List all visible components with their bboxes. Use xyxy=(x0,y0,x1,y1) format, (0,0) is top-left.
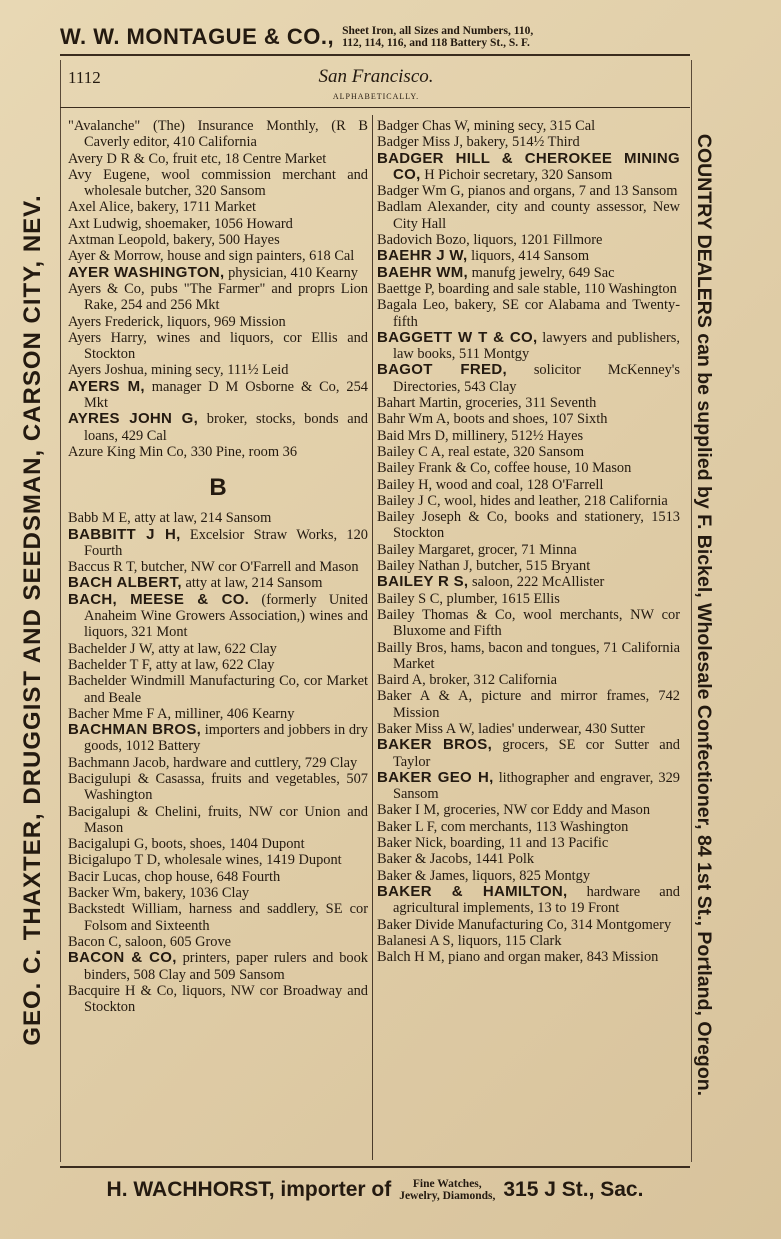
directory-entry xyxy=(377,199,680,232)
directory-entry xyxy=(377,151,680,184)
directory-entry xyxy=(68,248,368,264)
directory-entry xyxy=(68,836,368,852)
header-rule xyxy=(60,107,690,108)
directory-entry xyxy=(377,672,680,688)
entry-name: BABBITT J H, xyxy=(68,525,181,543)
entry-text: Bailly Bros, hams, bacon and tongues, 71 California Market xyxy=(377,639,680,672)
directory-entry xyxy=(377,819,680,835)
entry-text: Ayers Joshua, mining secy, 111½ Leid xyxy=(68,362,289,379)
entry-name: AYERS M, xyxy=(68,377,145,395)
top-advertisement xyxy=(60,20,690,56)
bottom-ad-mid2: Jewelry, Diamonds, xyxy=(399,1190,496,1202)
entry-text: Bachelder T F, atty at law, 622 Clay xyxy=(68,656,275,673)
entry-text: importers and jobbers in dry goods, 1012 Battery xyxy=(84,722,369,755)
directory-entry xyxy=(377,949,680,965)
top-ad-company: W. W. MONTAGUE & CO., xyxy=(60,24,335,49)
entry-text: Ayer & Morrow, house and sign painters, 618 Cal xyxy=(68,248,355,265)
entry-text: (formerly United Anaheim Wine Growers Association,) wines and liquors, 321 Mont xyxy=(84,591,368,641)
directory-entry xyxy=(377,607,680,640)
directory-entry xyxy=(377,737,680,770)
entry-name: BADGER HILL & CHEROKEE MINING CO, xyxy=(377,149,680,183)
entry-name: AYRES JOHN G, xyxy=(68,410,199,428)
entry-name: BAGGETT W T & CO, xyxy=(377,328,538,346)
entry-text: Badger Wm G, pianos and organs, 7 and 13 Sansom xyxy=(377,183,678,200)
entry-text: Bachelder J W, atty at law, 622 Clay xyxy=(68,640,277,657)
entry-name: BACON & CO, xyxy=(68,949,177,967)
directory-entry xyxy=(68,444,368,460)
entry-text: Bicigalupo T D, wholesale wines, 1419 Dupont xyxy=(68,852,342,869)
directory-entry xyxy=(68,411,368,444)
entry-text: Babb M E, atty at law, 214 Sansom xyxy=(68,510,272,527)
entry-text: Baker I M, groceries, NW cor Eddy and Mason xyxy=(377,802,651,819)
entry-text: Bailey Nathan J, butcher, 515 Bryant xyxy=(377,558,591,575)
entry-text: Bailey Frank & Co, coffee house, 10 Mason xyxy=(377,460,632,477)
directory-entry xyxy=(377,917,680,933)
directory-entry xyxy=(377,835,680,851)
directory-entry xyxy=(68,657,368,673)
entry-text: Axt Ludwig, shoemaker, 1056 Howard xyxy=(68,215,293,232)
entry-text: Backstedt William, harness and saddlery, SE cor Folsom and Sixteenth xyxy=(68,901,368,934)
section-letter: B xyxy=(209,474,227,502)
entry-text: Badger Miss J, bakery, 514½ Third xyxy=(377,134,580,151)
entry-text: Bacigalupi G, boots, shoes, 1404 Dupont xyxy=(68,836,305,853)
directory-entry xyxy=(377,281,680,297)
directory-entry xyxy=(68,510,368,526)
entry-text: Baker A & A, picture and mirror frames, 742 Mission xyxy=(377,688,680,721)
left-column-b-entries xyxy=(68,510,368,1015)
directory-entry xyxy=(377,362,680,395)
directory-entry xyxy=(377,183,680,199)
directory-entry xyxy=(68,199,368,215)
directory-entry xyxy=(68,527,368,560)
page-number: 1112 xyxy=(68,68,101,87)
directory-entry xyxy=(68,901,368,934)
entry-text: Bacher Mme F A, milliner, 406 Kearny xyxy=(68,705,295,722)
entry-text: saloon, 222 McAllister xyxy=(471,574,605,591)
entry-text: Azure King Min Co, 330 Pine, room 36 xyxy=(68,443,298,460)
entry-text: Ayers Harry, wines and liquors, cor Ellis and Stockton xyxy=(68,329,368,363)
directory-entry xyxy=(68,559,368,575)
directory-entry xyxy=(68,118,368,151)
entry-text: Bacigulupi & Casassa, fruits and vegetables, 507 Washington xyxy=(68,770,368,804)
directory-entry xyxy=(377,721,680,737)
directory-entry xyxy=(377,330,680,363)
directory-entry xyxy=(377,802,680,818)
directory-entry xyxy=(377,509,680,542)
entry-name: BAKER & HAMILTON, xyxy=(377,882,568,900)
directory-entry xyxy=(377,542,680,558)
page-title: San Francisco. xyxy=(318,66,434,87)
entry-text: Bailey H, wood and coal, 128 O'Farrell xyxy=(377,476,604,493)
directory-entry xyxy=(68,167,368,200)
directory-entry xyxy=(377,411,680,427)
top-ad-line1: Sheet Iron, all Sizes and Numbers, 110, xyxy=(342,25,534,37)
bottom-ad-right: 315 J St., Sac. xyxy=(503,1178,644,1201)
entry-text: atty at law, 214 Sansom xyxy=(185,575,323,592)
entry-text: broker, stocks, bonds and loans, 429 Cal xyxy=(84,411,368,444)
entry-text: Ayers Frederick, liquors, 969 Mission xyxy=(68,313,286,330)
entry-text: Bahr Wm A, boots and shoes, 107 Sixth xyxy=(377,411,608,428)
entry-text: Badlam Alexander, city and county assessor, New City Hall xyxy=(377,199,680,232)
directory-entry xyxy=(377,574,680,590)
directory-entry xyxy=(68,216,368,232)
directory-entry xyxy=(68,673,368,706)
directory-entry xyxy=(68,950,368,983)
bottom-advertisement xyxy=(60,1166,690,1212)
directory-entry xyxy=(377,265,680,281)
entry-text: manufg jewelry, 649 Sac xyxy=(471,264,615,281)
directory-entry xyxy=(68,314,368,330)
directory-entry xyxy=(377,248,680,264)
directory-entry xyxy=(377,477,680,493)
top-ad-details xyxy=(342,25,533,49)
entry-text: Bagala Leo, bakery, SE cor Alabama and Twenty-fifth xyxy=(377,297,680,330)
directory-entry xyxy=(68,592,368,641)
entry-text: Excelsior Straw Works, 120 Fourth xyxy=(84,526,368,559)
directory-entry xyxy=(68,575,368,591)
entry-text: Bailey Margaret, grocer, 71 Minna xyxy=(377,541,577,558)
entry-text: H Pichoir secretary, 320 Sansom xyxy=(424,166,613,183)
entry-text: Baker L F, com merchants, 113 Washington xyxy=(377,818,629,835)
directory-entry xyxy=(68,151,368,167)
column-divider xyxy=(372,115,373,1160)
entry-text: Bacir Lucas, chop house, 648 Fourth xyxy=(68,868,281,885)
entry-text: Bacon C, saloon, 605 Grove xyxy=(68,933,232,950)
right-margin-advertisement: COUNTRY DEALERS can be supplied by F. Bickel, Wholesale Confectioner, 84 1st St., Portland, Oregon. xyxy=(693,133,716,1097)
entry-name: BAGOT FRED, xyxy=(377,361,507,379)
entry-text: Balanesi A S, liquors, 115 Clark xyxy=(377,932,562,949)
directory-entry xyxy=(68,641,368,657)
directory-entry xyxy=(377,493,680,509)
entry-text: liquors, 414 Sansom xyxy=(471,248,590,265)
directory-entry xyxy=(68,706,368,722)
entry-text: Axel Alice, bakery, 1711 Market xyxy=(68,199,256,216)
entry-text: Axtman Leopold, bakery, 500 Hayes xyxy=(68,232,280,249)
directory-entry xyxy=(377,232,680,248)
directory-entry xyxy=(377,558,680,574)
entry-name: BAEHR J W, xyxy=(377,247,468,265)
directory-entry xyxy=(377,395,680,411)
directory-entry xyxy=(68,722,368,755)
entry-text: hardware and agricultural implements, 13 to 19 Front xyxy=(393,883,680,917)
entry-name: AYER WASHINGTON, xyxy=(68,263,225,281)
directory-entry xyxy=(377,428,680,444)
directory-entry xyxy=(68,983,368,1016)
directory-entry xyxy=(68,852,368,868)
entry-text: Bachmann Jacob, hardware and cuttlery, 729 Clay xyxy=(68,754,358,771)
entry-text: Bailey S C, plumber, 1615 Ellis xyxy=(377,590,560,607)
directory-entry xyxy=(377,297,680,330)
directory-entry xyxy=(377,591,680,607)
entry-text: lithographer and engraver, 329 Sansom xyxy=(393,769,680,803)
entry-text: Bailey J C, wool, hides and leather, 218 California xyxy=(377,492,668,509)
entry-text: manager D M Osborne & Co, 254 Mkt xyxy=(84,378,368,412)
directory-entry xyxy=(68,265,368,281)
entry-text: Balch H M, piano and organ maker, 843 Mission xyxy=(377,949,659,966)
entry-text: "Avalanche" (The) Insurance Monthly, (R B Caverly editor, 410 California xyxy=(68,118,368,151)
directory-entry xyxy=(377,118,680,134)
entry-text: Baker Divide Manufacturing Co, 314 Montgomery xyxy=(377,916,672,933)
entry-text: physician, 410 Kearny xyxy=(228,264,358,281)
directory-entry xyxy=(377,460,680,476)
entry-text: Bahart Martin, groceries, 311 Seventh xyxy=(377,395,597,412)
entry-name: BAEHR WM, xyxy=(377,263,469,281)
directory-entry xyxy=(68,804,368,837)
entry-text: Badger Chas W, mining secy, 315 Cal xyxy=(377,118,596,134)
entry-text: grocers, SE cor Sutter and Taylor xyxy=(393,737,680,770)
entry-text: printers, paper rulers and book binders, 508 Clay and 509 Sansom xyxy=(84,950,368,983)
left-column-a-entries xyxy=(68,118,368,460)
entry-text: Baker & James, liquors, 825 Montgy xyxy=(377,867,591,884)
directory-entry xyxy=(377,868,680,884)
entry-text: Avy Eugene, wool commission merchant and wholesale butcher, 320 Sansom xyxy=(68,166,368,200)
entry-text: Bachelder Windmill Manufacturing Co, cor Market and Beale xyxy=(68,673,368,706)
directory-entry xyxy=(68,281,368,314)
page-header xyxy=(68,66,684,108)
directory-entry xyxy=(68,379,368,412)
left-margin-advertisement: GEO. C. THAXTER, DRUGGIST AND SEEDSMAN, CARSON CITY, NEV. xyxy=(19,194,46,1046)
directory-entry xyxy=(377,688,680,721)
entry-text: Avery D R & Co, fruit etc, 18 Centre Market xyxy=(68,150,327,167)
directory-entry xyxy=(68,771,368,804)
entry-text: Baccus R T, butcher, NW cor O'Farrell and Mason xyxy=(68,559,359,576)
directory-entry xyxy=(377,770,680,803)
entry-name: BAILEY R S, xyxy=(377,573,469,591)
entry-text: Baker & Jacobs, 1441 Polk xyxy=(377,851,535,868)
directory-entry xyxy=(68,885,368,901)
entry-text: Bacquire H & Co, liquors, NW cor Broadway and Stockton xyxy=(68,982,368,1016)
entry-text: Bailey Thomas & Co, wool merchants, NW cor Bluxome and Fifth xyxy=(377,606,680,640)
directory-entry xyxy=(68,934,368,950)
entry-text: lawyers and publishers, law books, 511 Montgy xyxy=(393,329,680,363)
entry-text: Ayers & Co, pubs "The Farmer" and proprs Lion Rake, 254 and 256 Mkt xyxy=(68,280,368,314)
entry-text: Baird A, broker, 312 California xyxy=(377,672,558,689)
top-ad-line2: 112, 114, 116, and 118 Battery St., S. F. xyxy=(342,37,530,49)
entry-text: Baettge P, boarding and sale stable, 110 Washington xyxy=(377,280,677,297)
directory-entry xyxy=(68,330,368,363)
bottom-ad-middle xyxy=(399,1178,495,1202)
left-column xyxy=(68,118,368,1015)
bottom-ad-mid1: Fine Watches, xyxy=(412,1178,482,1190)
page-subtitle: ALPHABETICALLY. xyxy=(332,92,420,101)
directory-entry xyxy=(377,884,680,917)
directory-entry xyxy=(377,851,680,867)
entry-text: Baid Mrs D, millinery, 512½ Hayes xyxy=(377,427,584,444)
entry-text: Bailey Joseph & Co, books and stationery, 1513 Stockton xyxy=(377,509,680,542)
directory-entry xyxy=(68,755,368,771)
entry-text: Bailey C A, real estate, 320 Sansom xyxy=(377,443,585,460)
entry-name: BAKER BROS, xyxy=(377,736,493,754)
entry-text: Baker Nick, boarding, 11 and 13 Pacific xyxy=(377,835,609,852)
entry-name: BAKER GEO H, xyxy=(377,768,494,786)
directory-entry xyxy=(68,362,368,378)
entry-name: BACHMAN BROS, xyxy=(68,721,202,739)
directory-entry xyxy=(68,869,368,885)
entry-text: solicitor McKenney's Directories, 543 Clay xyxy=(393,362,680,395)
entry-name: BACH ALBERT, xyxy=(68,574,182,592)
bottom-ad-left: H. WACHHORST, importer of xyxy=(106,1178,392,1201)
entry-text: Baker Miss A W, ladies' underwear, 430 Sutter xyxy=(377,720,645,737)
directory-entry xyxy=(377,134,680,150)
entry-text: Bacigalupi & Chelini, fruits, NW cor Union and Mason xyxy=(68,803,368,836)
right-column xyxy=(377,118,680,965)
directory-entry xyxy=(377,933,680,949)
directory-entry xyxy=(377,444,680,460)
entry-text: Backer Wm, bakery, 1036 Clay xyxy=(68,885,250,902)
right-column-entries xyxy=(377,118,680,965)
directory-entry xyxy=(377,640,680,673)
directory-entry xyxy=(68,232,368,248)
entry-text: Badovich Bozo, liquors, 1201 Fillmore xyxy=(377,232,603,249)
entry-name: BACH, MEESE & CO. xyxy=(68,590,250,608)
